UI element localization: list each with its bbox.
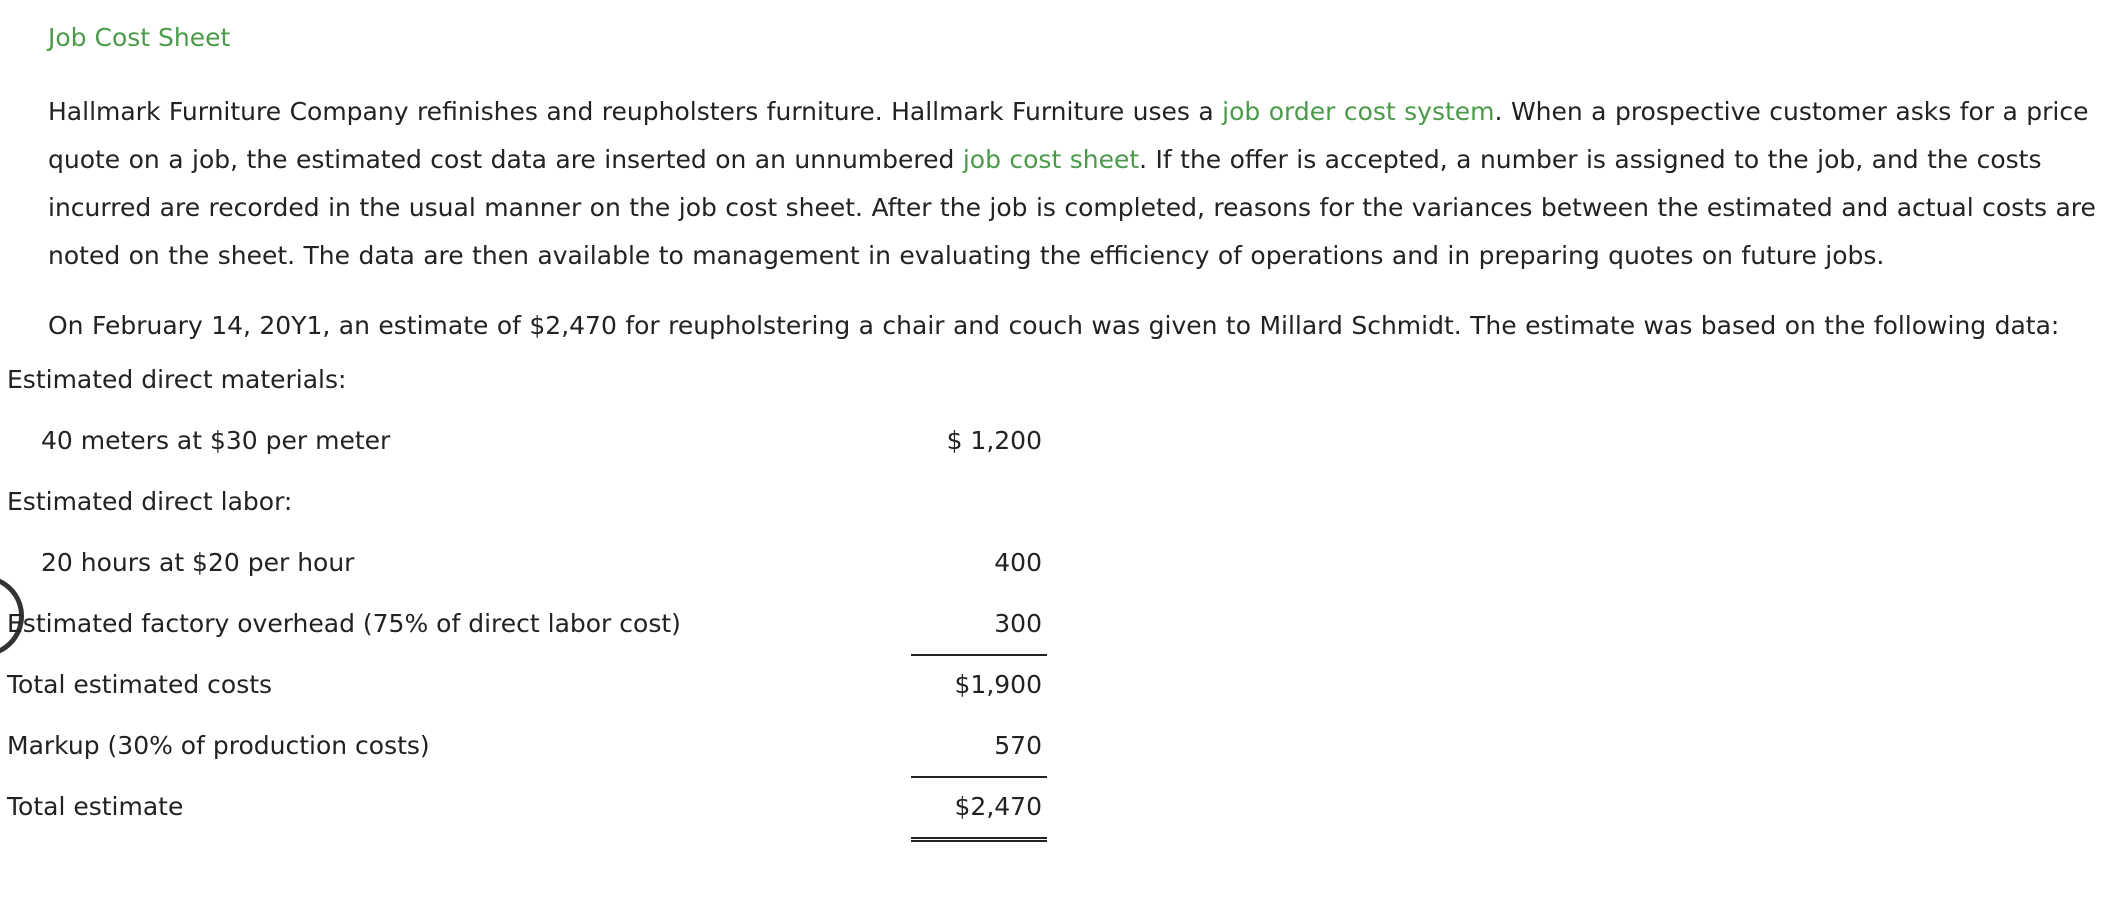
table-row xyxy=(7,777,1047,838)
total-costs-amount: $1,900 xyxy=(954,670,1042,699)
labor-detail: 20 hours at $20 per hour xyxy=(41,548,355,577)
page-title: Job Cost Sheet xyxy=(48,23,231,52)
table-row xyxy=(7,716,1047,777)
labor-header: Estimated direct labor: xyxy=(7,487,293,516)
intro-text-3: . If the offer is accepted, a number is assigned to the job, and the costs incurred are recorded in the usual manner on the job cost sheet. After the job is completed, reasons for the variances between the estimated and actual costs are noted on the sheet. The data are then available to management in evaluating the efficiency of operations and in preparing quotes on future jobs. xyxy=(48,145,2096,270)
table-row xyxy=(7,655,1047,716)
estimate-paragraph: On February 14, 20Y1, an estimate of $2,470 for reupholstering a chair and couch was given to Millard Schmidt. The estimate was based on the following data: xyxy=(48,311,2060,340)
materials-detail: 40 meters at $30 per meter xyxy=(41,426,391,455)
table-row xyxy=(7,472,1047,533)
materials-header: Estimated direct materials: xyxy=(7,365,347,394)
intro-text-1: Hallmark Furniture Company refinishes and reupholsters furniture. Hallmark Furniture uses a xyxy=(48,97,1223,126)
intro-text-2: . When a prospective customer asks for a price quote on a job, the estimated cost data are inserted on an unnumbered xyxy=(48,97,2089,174)
total-costs-label: Total estimated costs xyxy=(7,670,273,699)
overhead-amount: 300 xyxy=(911,594,1047,656)
materials-amount: $ 1,200 xyxy=(946,426,1042,455)
markup-amount: 570 xyxy=(911,716,1047,778)
table-row xyxy=(7,533,1047,594)
labor-amount: 400 xyxy=(994,548,1042,577)
table-row xyxy=(7,350,1047,411)
job-order-cost-system-link[interactable]: job order cost system xyxy=(1222,97,1495,126)
markup-label: Markup (30% of production costs) xyxy=(7,731,430,760)
overhead-label: Estimated factory overhead (75% of direct labor cost) xyxy=(7,609,681,638)
table-row xyxy=(7,411,1047,472)
total-estimate-label: Total estimate xyxy=(7,792,184,821)
intro-paragraph xyxy=(48,88,2108,280)
estimate-table xyxy=(7,350,1047,838)
total-estimate-amount: $2,470 xyxy=(911,777,1047,842)
table-row xyxy=(7,594,1047,655)
job-cost-sheet-link[interactable]: job cost sheet xyxy=(962,145,1140,174)
page-content xyxy=(48,20,2108,350)
